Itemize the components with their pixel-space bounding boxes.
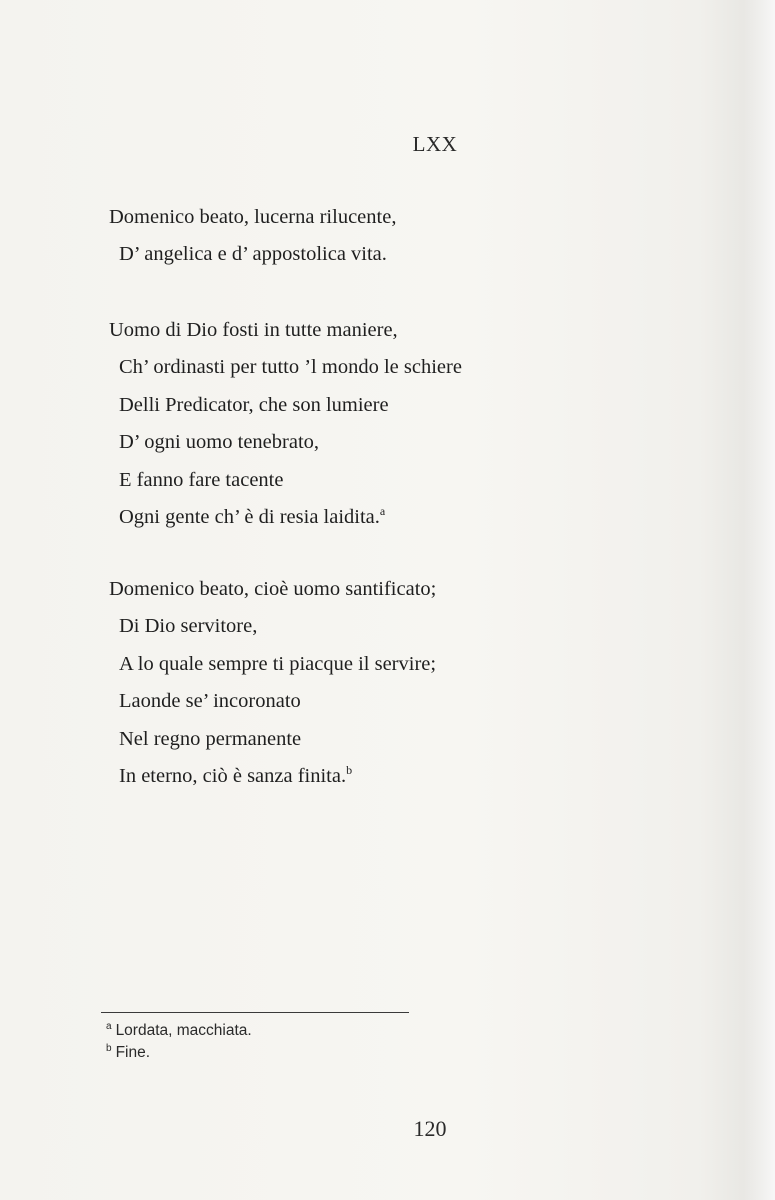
verse-line: D’ angelica e d’ appostolica vita. — [119, 243, 387, 266]
page-edge-shadow — [743, 0, 775, 1200]
verse-line: Delli Predicator, che son lumiere — [119, 393, 389, 416]
verse-line: A lo quale sempre ti piacque il servire; — [119, 652, 437, 675]
stanza-3 — [109, 571, 436, 795]
verse-line: Nel regno permanente — [119, 727, 302, 750]
verse-line: D’ ogni uomo tenebrato, — [119, 431, 320, 454]
page-number: 120 — [413, 1116, 447, 1141]
footnote-marker: b — [346, 763, 353, 778]
verse-line: Laonde se’ incoronato — [119, 690, 301, 713]
stanza-2 — [109, 312, 462, 536]
verse-line: Ogni gente ch’ è di resia laidita.$^a$ — [119, 504, 386, 529]
verse-line: Di Dio servitore, — [119, 615, 258, 638]
stanza-1 — [109, 199, 396, 274]
verse-line: Ch’ ordinasti per tutto ’l mondo le schiere — [119, 356, 462, 379]
verse-line: In eterno, ciò è sanza finita.$^b$ — [119, 763, 353, 788]
footnote-marker: b — [106, 1043, 112, 1054]
footnote-item: $^a$ Lordata, macchiata. — [106, 1021, 252, 1039]
poem-title: LXX — [412, 132, 458, 156]
footnotes — [106, 1020, 252, 1064]
footnote-marker: a — [106, 1021, 112, 1032]
footnote-marker: a — [379, 504, 386, 519]
verse-line: E fanno fare tacente — [119, 468, 284, 491]
verse-line: Domenico beato, lucerna rilucente, — [109, 206, 397, 228]
footnote-divider — [101, 1012, 409, 1013]
footnote-item: $^b$ Fine. — [106, 1043, 151, 1061]
verse-line: Uomo di Dio fosti in tutte maniere, — [109, 319, 398, 341]
verse-line: Domenico beato, cioè uomo santificato; — [109, 578, 437, 600]
